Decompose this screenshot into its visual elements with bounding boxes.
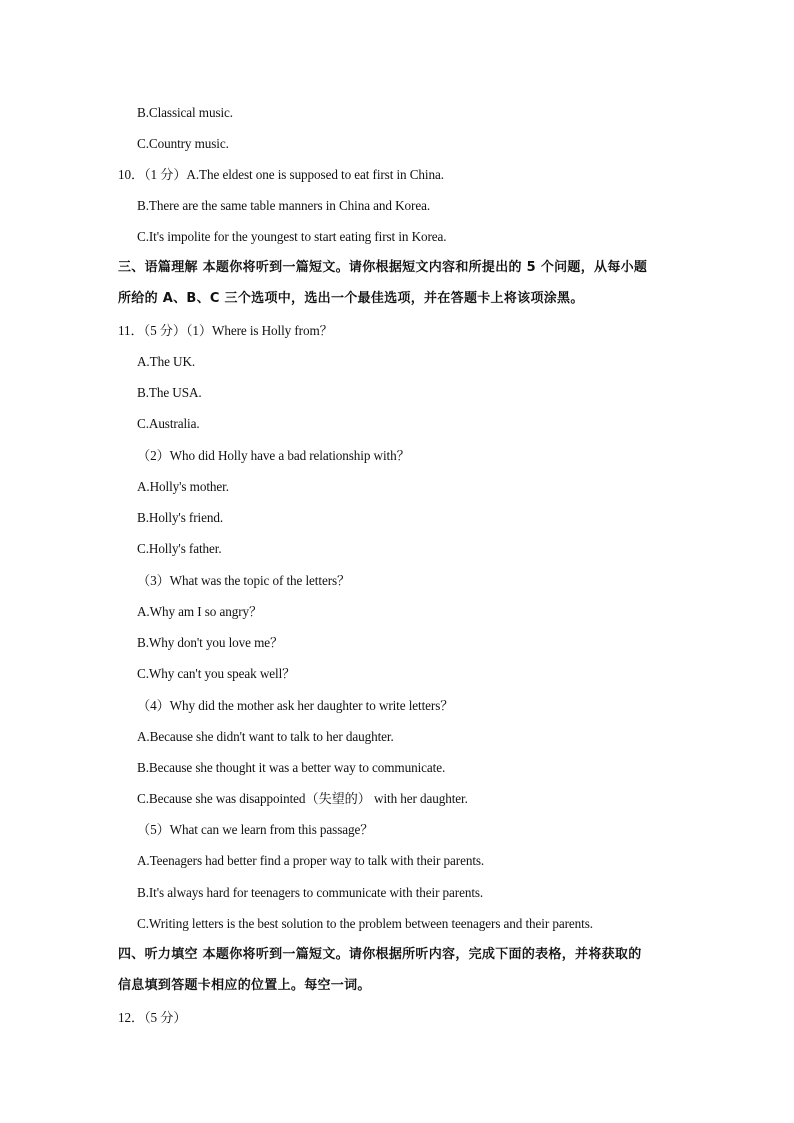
q10-heading-option-a: 10．（1 分）A.The eldest one is supposed to eat first in China. <box>118 167 444 182</box>
q11-4-option-a: A.Because she didn't want to talk to her daughter. <box>137 729 394 744</box>
q11-2-option-a: A.Holly's mother. <box>137 479 229 494</box>
q11-1-option-a: A.The UK. <box>137 354 196 369</box>
q9-option-b: B.Classical music. <box>137 105 233 120</box>
q11-1-option-c: C.Australia. <box>137 416 200 431</box>
q11-4-option-b: B.Because she thought it was a better way to communicate. <box>137 760 446 775</box>
q11-1-option-b: B.The USA. <box>137 385 202 400</box>
section4-instructions-line1: 四、听力填空 本题你将听到一篇短文。请你根据所听内容，完成下面的表格，并将获取的 <box>118 947 642 962</box>
section4-instructions-line2: 信息填到答题卡相应的位置上。每空一词。 <box>118 978 371 993</box>
q10-option-b: B.There are the same table manners in China and Korea. <box>137 198 431 213</box>
q11-3-option-c: C.Why can't you speak well？ <box>137 666 296 681</box>
q11-3-option-b: B.Why don't you love me？ <box>137 635 284 650</box>
q11-heading: 11．（5 分）（1）Where is Holly from？ <box>118 323 333 338</box>
q11-4-question: （4）Why did the mother ask her daughter to write letters？ <box>137 698 454 713</box>
q10-option-c: C.It's impolite for the youngest to start eating first in Korea. <box>137 229 447 244</box>
q11-2-option-c: C.Holly's father. <box>137 541 222 556</box>
section3-instructions-line1: 三、语篇理解 本题你将听到一篇短文。请你根据短文内容和所提出的 5 个问题，从每小题 <box>118 260 648 275</box>
q11-2-option-b: B.Holly's friend. <box>137 510 224 525</box>
q11-5-option-b: B.It's always hard for teenagers to communicate with their parents. <box>137 885 484 900</box>
q11-4-option-c: C.Because she was disappointed（失望的） with her daughter. <box>137 791 468 806</box>
q9-option-c: C.Country music. <box>137 136 229 151</box>
q11-5-question: （5）What can we learn from this passage？ <box>137 822 374 837</box>
section3-instructions-line2: 所给的 A、B、C 三个选项中，选出一个最佳选项，并在答题卡上将该项涂黑。 <box>118 291 584 306</box>
q11-5-option-c: C.Writing letters is the best solution to the problem between teenagers and their parents. <box>137 916 593 931</box>
q11-3-option-a: A.Why am I so angry？ <box>137 604 263 619</box>
q11-2-question: （2）Who did Holly have a bad relationship with？ <box>137 448 410 463</box>
q11-3-question: （3）What was the topic of the letters？ <box>137 573 351 588</box>
q12-heading: 12．（5 分） <box>118 1010 187 1025</box>
q11-5-option-a: A.Teenagers had better find a proper way to talk with their parents. <box>137 853 485 868</box>
